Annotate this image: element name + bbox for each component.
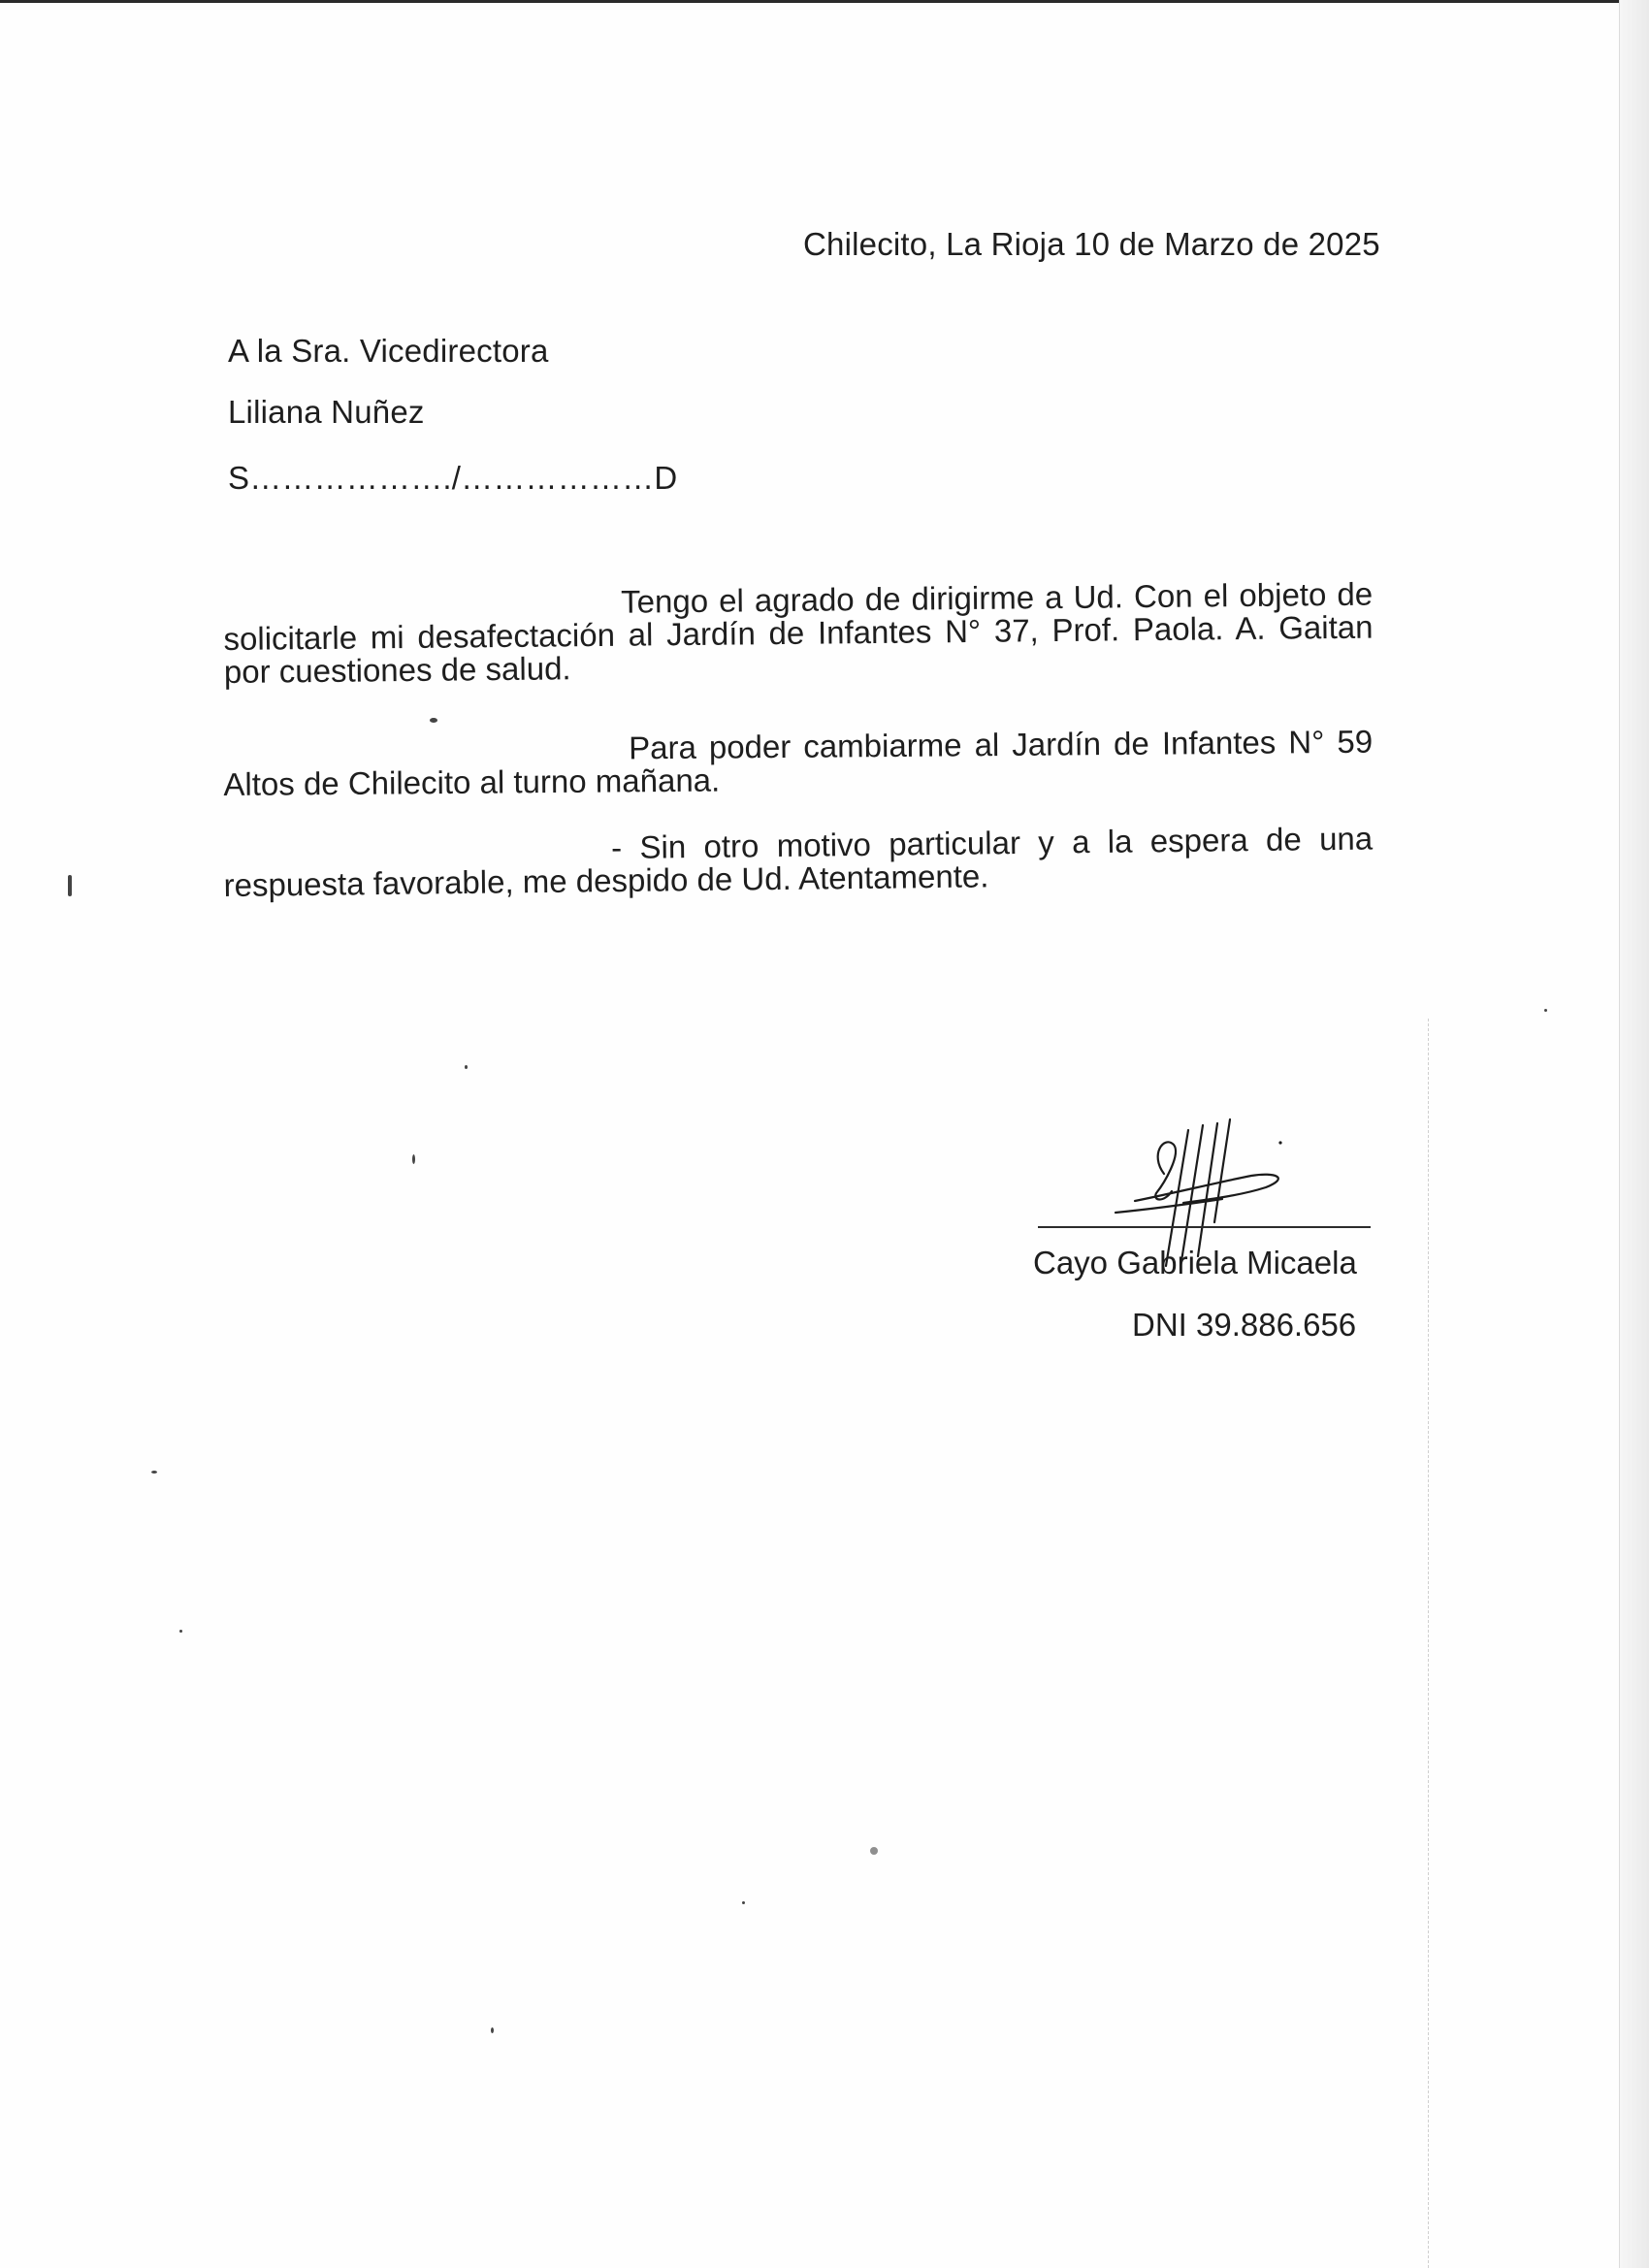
body-paragraph-request: Tengo el agrado de dirigirme a Ud. Con el objeto de solicitarle mi desafectación al Jardín de Infantes N° 37, Prof. Paola. A. Gaitan por cuestiones de salud.: [223, 575, 1374, 690]
scan-speck: [412, 1154, 415, 1164]
recipient-sd-line: S………………./………………D: [228, 460, 678, 496]
body-paragraph-closing: - Sin otro motivo particular y a la espera de una respuesta favorable, me despido de Ud. Atentamente.: [223, 820, 1374, 903]
scan-top-edge: [0, 0, 1649, 3]
scan-speck: [870, 1847, 878, 1855]
scan-speck: [491, 2027, 494, 2033]
scan-speck: [179, 1630, 182, 1633]
signature-line: [1038, 1226, 1371, 1228]
signer-dni: DNI 39.886.656: [1132, 1307, 1357, 1343]
scan-speck: [151, 1471, 157, 1474]
scan-speck: [465, 1065, 468, 1069]
body-paragraph-transfer: Para poder cambiarme al Jardín de Infantes N° 59 Altos de Chilecito al turno mañana.: [223, 723, 1374, 802]
signer-name: Cayo Gabriela Micaela: [1033, 1245, 1357, 1280]
scan-speck: [430, 718, 437, 723]
signature-block: [1028, 1116, 1377, 1368]
scan-speck: [1544, 1009, 1547, 1012]
scan-right-edge: [1619, 0, 1649, 2268]
scan-fold-line: [1428, 1019, 1429, 2268]
date-line: Chilecito, La Rioja 10 de Marzo de 2025: [803, 226, 1380, 262]
recipient-title: A la Sra. Vicedirectora: [228, 333, 549, 369]
recipient-name: Liliana Nuñez: [228, 394, 425, 430]
scan-speck: [742, 1901, 745, 1904]
scan-speck: [68, 875, 72, 896]
